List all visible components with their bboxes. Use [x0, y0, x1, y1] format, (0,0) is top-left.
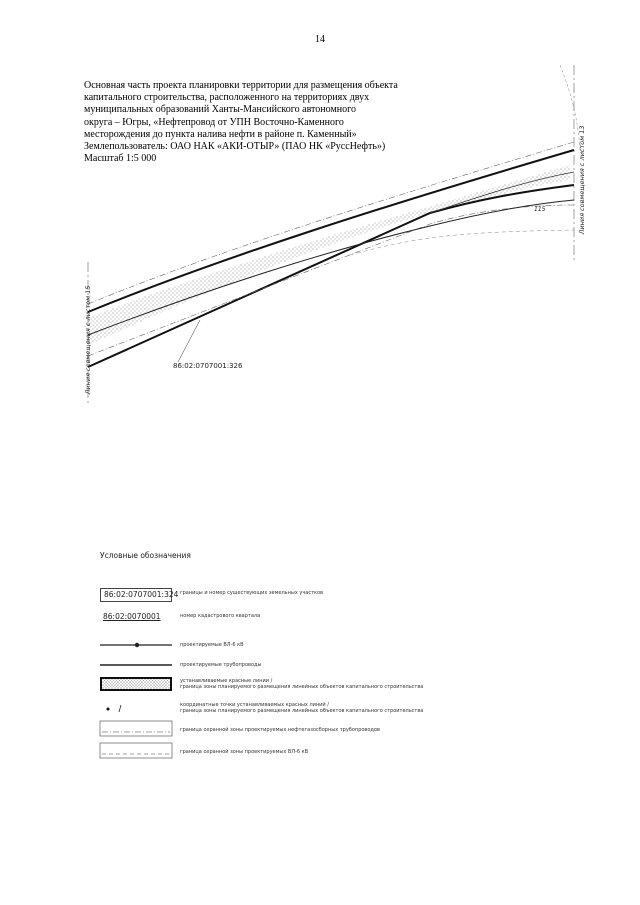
legend-item-pipeline: [100, 660, 540, 676]
legend-desc: [180, 662, 261, 668]
planning-zone: [88, 165, 570, 345]
legend-item-vl-zone: [100, 749, 540, 765]
title-line: округа – Югры, «Нефтепровод от УПН Восточно-Каменного: [84, 116, 344, 128]
title-line: муниципальных образований Ханты-Мансийского автономного: [84, 104, 356, 116]
legend-desc: [180, 642, 244, 648]
legend-item-coord-points: [100, 702, 540, 718]
match-line-right-label: Линия совмещения с листом 13: [578, 125, 586, 235]
protection-zone-upper: [88, 142, 574, 304]
red-line-upper: [88, 150, 574, 312]
legend-desc: [180, 613, 260, 619]
legend-desc: [180, 727, 380, 733]
legend-desc-line: граница охранной зоны проектируемых ВЛ-6 кВ: [180, 749, 309, 755]
title-line: Основная часть проекта планировки территории для размещения объекта: [84, 80, 398, 91]
red-line-lower: [88, 185, 574, 367]
legend-desc: [180, 590, 323, 596]
legend-item-parcel: [100, 588, 540, 604]
scale-line: Масштаб 1:5 000: [84, 153, 157, 165]
legend-desc-line: устанавливаемые красные линии /: [180, 678, 273, 684]
legend-item-quarter: [100, 611, 540, 627]
existing-boundary-curve: [560, 65, 580, 150]
legend-code: 86:02:0707001:324: [104, 590, 179, 599]
legend-code: 86:02:0070001: [103, 612, 161, 621]
parcel-number-label: 86:02:0707001:326: [173, 362, 243, 370]
title-line: капитального строительства, расположенного на территориях двух: [84, 92, 370, 104]
legend-desc: [180, 702, 423, 714]
legend-desc: [180, 678, 423, 690]
legend-desc-line: граница зоны планируемого размещения линейных объектов капитального строительства: [180, 708, 424, 714]
legend-desc-line: граница охранной зоны проектируемых нефтегазосборных трубопроводов: [180, 727, 380, 733]
legend-desc-line: граница зоны планируемого размещения линейных объектов капитального строительства: [180, 684, 424, 690]
title-line: месторождения до пункта налива нефти в районе п. Каменный»: [84, 128, 357, 140]
legend-desc: [180, 749, 308, 755]
legend-sym-quarter: [100, 611, 172, 625]
page-number: 14: [315, 34, 325, 45]
legend-title: Условные обозначения: [100, 551, 191, 560]
parcel-leader: [178, 320, 200, 362]
legend-item-red-lines: [100, 678, 540, 694]
legend-item-vl: [100, 640, 540, 656]
legend-sym-parcel: [100, 588, 179, 602]
legend-desc-line: координатные точки устанавливаемых красных линий /: [180, 702, 329, 708]
legend-desc-line: границы и номер существующих земельных участков: [180, 590, 324, 596]
legend-desc-line: проектируемые трубопроводы: [180, 662, 262, 668]
legend-desc-line: номер кадастрового квартала: [180, 613, 261, 619]
match-line-left-label: Линия совмещения с листом 15: [84, 285, 92, 395]
title-line: Землепользователь: ОАО НАК «АКИ-ОТЫР» (ПАО НК «РуссНефть»): [84, 141, 386, 153]
legend-desc-line: проектируемые ВЛ-6 кВ: [180, 642, 244, 648]
legend-item-oil-zone: [100, 727, 540, 743]
pipeline-label: 115: [534, 206, 546, 213]
pipeline: [88, 200, 574, 335]
